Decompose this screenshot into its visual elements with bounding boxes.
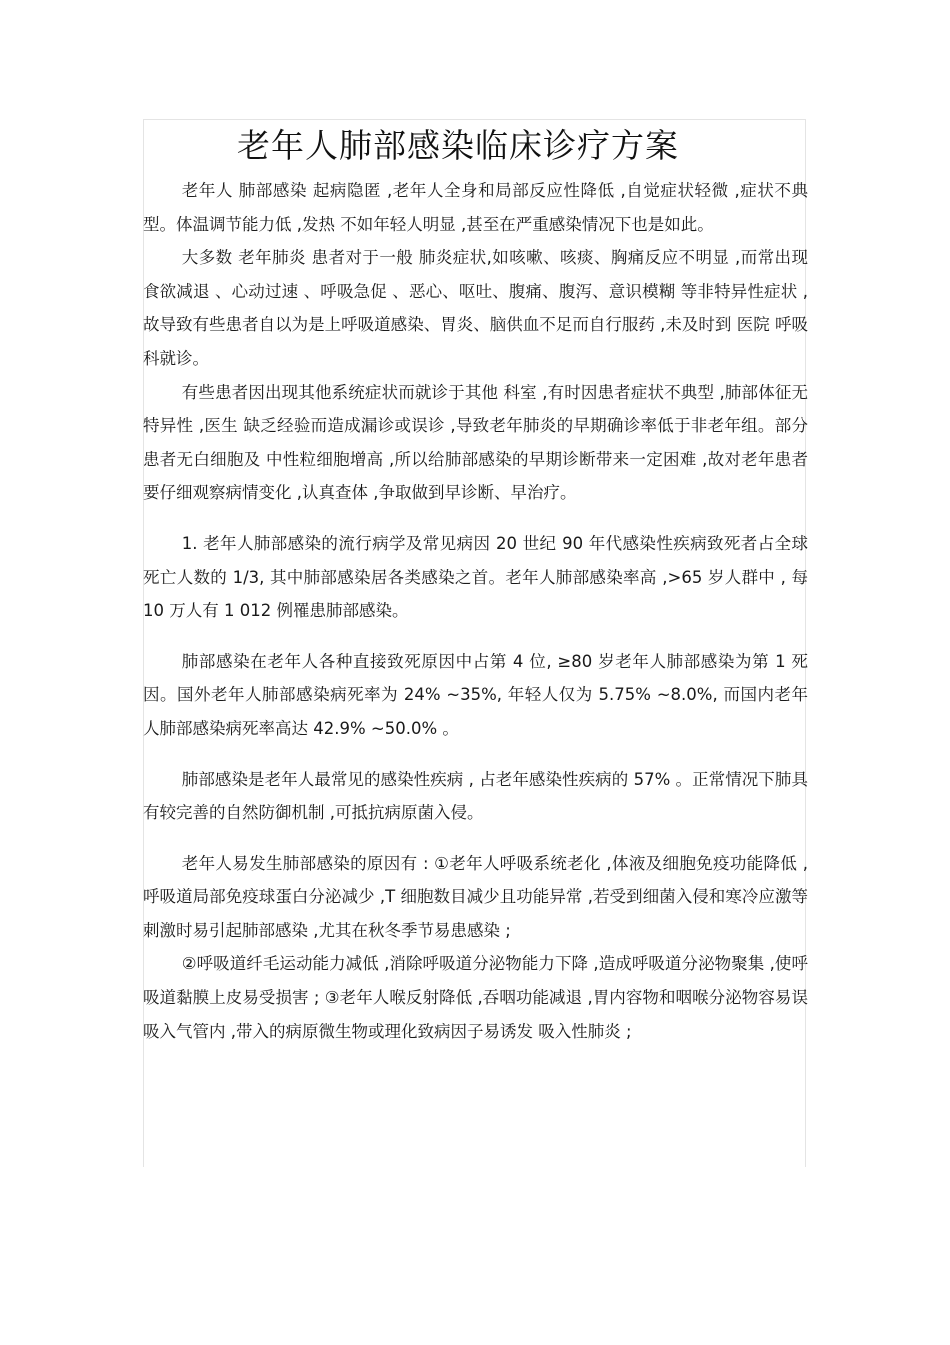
- paragraph-epidemiology: 1. 老年人肺部感染的流行病学及常见病因 20 世纪 90 年代感染性疾病致死者占全球死亡人数的 1/3, 其中肺部感染居各类感染之首。老年人肺部感染率高 ,>65 岁人群中 , 每 10 万人有 1 012 例罹患肺部感染。: [143, 533, 808, 621]
- paragraph-mortality: 肺部感染在老年人各种直接致死原因中占第 4 位, ≥80 岁老年人肺部感染为第 1 死因。国外老年人肺部感染病死率为 24% ~35%, 年轻人仅为 5.75% ~8.0%, 而国内老年人肺部感染病死率高达 42.9% ~50.0% 。: [143, 651, 808, 738]
- paragraph-symptoms: 大多数 老年肺炎 患者对于一般 肺炎症状,如咳嗽、咳痰、胸痛反应不明显 ,而常出现 食欲减退 、心动过速 、呼吸急促 、恶心、呕吐、腹痛、腹泻、意识模糊 等非特异性症状 ,故导致有些患者自以为是上呼吸道感染、胃炎、脑供血不足而自行服药 ,未及时到 医院 呼吸科就诊。: [143, 248, 808, 368]
- paragraph-common-infection: 肺部感染是老年人最常见的感染性疾病 , 占老年感染性疾病的 57% 。正常情况下肺具有较完善的自然防御机制 ,可抵抗病原菌入侵。: [143, 769, 808, 823]
- document-title: 老年人肺部感染临床诊疗方案: [237, 126, 679, 165]
- paragraph-causes-2: ②呼吸道纤毛运动能力减低 ,消除呼吸道分泌物能力下降 ,造成呼吸道分泌物聚集 ,使呼吸道黏膜上皮易受损害 ; ③老年人喉反射降低 ,吞咽功能减退 ,胃内容物和咽喉分泌物容易误吸入气管内 ,带入的病原微生物或理化致病因子易诱发 吸入性肺炎 ;: [143, 954, 808, 1041]
- paragraph-onset: 老年人 肺部感染 起病隐匿 ,老年人全身和局部反应性降低 ,自觉症状轻微 ,症状不典型。体温调节能力低 ,发热 不如年轻人明显 ,甚至在严重感染情况下也是如此。: [143, 181, 808, 234]
- paragraph-causes-1: 老年人易发生肺部感染的原因有 : ①老年人呼吸系统老化 ,体液及细胞免疫功能降低 ,呼吸道局部免疫球蛋白分泌减少 ,T 细胞数目减少且功能异常 ,若受到细菌入侵和寒冷应激等刺激时易引起肺部感染 ,尤其在秋冬季节易患感染 ;: [143, 853, 808, 940]
- paragraph-misdiagnosis: 有些患者因出现其他系统症状而就诊于其他 科室 ,有时因患者症状不典型 ,肺部体征无特异性 ,医生 缺乏经验而造成漏诊或误诊 ,导致老年肺炎的早期确诊率低于非老年组。部分患者无白细胞及 中性粒细胞增高 ,所以给肺部感染的早期诊断带来一定困难 ,故对老年患者要仔细观察病情变化 ,认真查体 ,争取做到早诊断、早治疗。: [143, 382, 808, 503]
- document-body: [143, 174, 808, 1048]
